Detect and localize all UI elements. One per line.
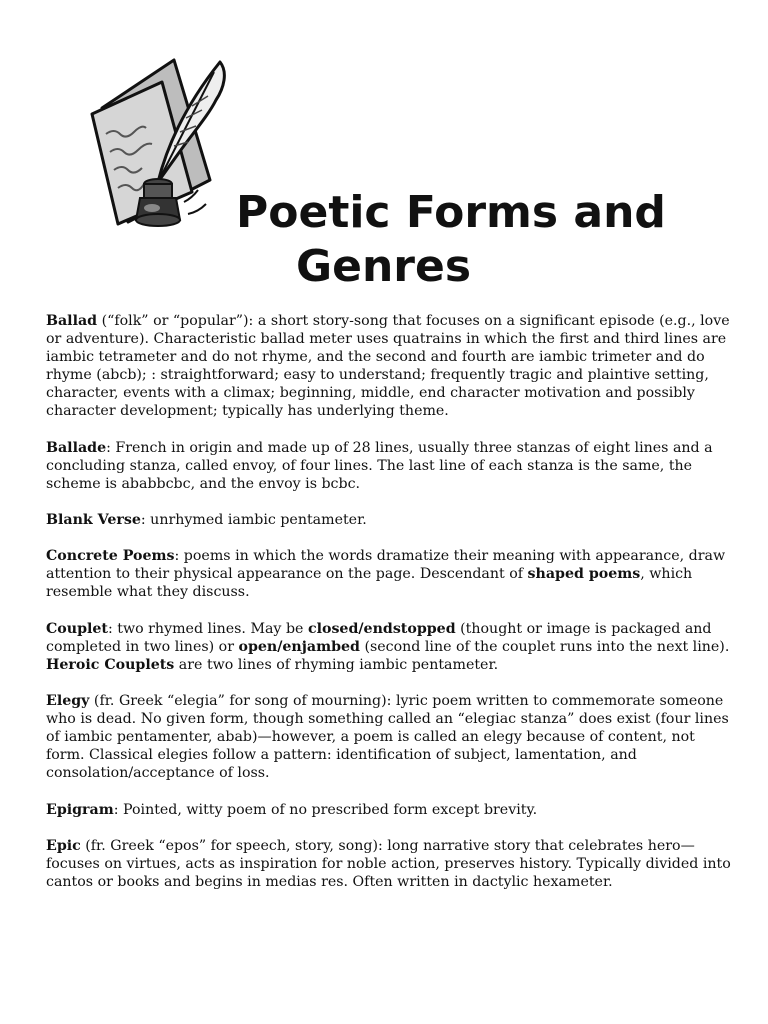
title-line-2: Genres	[296, 241, 472, 292]
term-open-enjambed: open/enjambed	[238, 638, 360, 655]
term-ballade: Ballade	[46, 439, 107, 456]
definition-couplet-3: (second line of the couplet runs into the next line).	[359, 638, 730, 655]
definitions-list	[46, 312, 736, 909]
entry-concrete-poems	[46, 547, 736, 601]
term-closed-endstopped: closed/endstopped	[307, 620, 456, 637]
definition-concrete-poems: : poems in which the words dramatize their meaning with appearance, draw attention to their physical appearance on the page. Descendant of	[46, 548, 726, 583]
term-epic: Epic	[46, 837, 81, 854]
entry-epic	[46, 837, 736, 891]
definition-blank-verse: : unrhymed iambic pentameter.	[140, 512, 367, 529]
entry-epigram	[46, 801, 736, 819]
definition-couplet-2: (thought or image is packaged and completed in two lines) or	[46, 620, 712, 655]
title-line-1: Poetic Forms and	[236, 187, 666, 238]
definition-couplet-4: are two lines of rhyming iambic pentameter.	[174, 656, 499, 673]
term-concrete-poems: Concrete Poems	[46, 548, 175, 565]
entry-ballade	[46, 439, 736, 493]
definition-elegy: (fr. Greek “elegia” for song of mourning): lyric poem written to commemorate someone who is dead. No given form, though something called an “elegiac stanza” does exist (four lines of iambic pentamenter, abab)—however, a poem is called an elegy because of content, not form. Classical elegies follow a pattern: identification of subject, lamentation, and consolation/acceptance of loss.	[46, 692, 729, 782]
term-blank-verse: Blank Verse	[46, 512, 141, 529]
definition-couplet: : two rhymed lines. May be	[107, 620, 308, 637]
entry-couplet	[46, 620, 736, 674]
term-elegy: Elegy	[46, 692, 90, 709]
term-shaped-poems: shaped poems	[527, 566, 641, 583]
definition-epic: (fr. Greek “epos” for speech, story, song): long narrative story that celebrates hero—focuses on virtues, acts as inspiration for noble action, preserves history. Typically divided into cantos or books and begins in medias res. Often written in dactylic hexameter.	[46, 837, 731, 890]
entry-blank-verse	[46, 511, 736, 529]
page-title	[236, 186, 736, 294]
definition-epigram: : Pointed, witty poem of no prescribed form except brevity.	[113, 801, 538, 818]
definition-ballade: : French in origin and made up of 28 lines, usually three stanzas of eight lines and a concluding stanza, called envoy, of four lines. The last line of each stanza is the same, the scheme is ababbcbc, and the envoy is bcbc.	[46, 439, 713, 492]
term-epigram: Epigram	[46, 801, 114, 818]
definition-concrete-poems-end: , which resemble what they discuss.	[46, 566, 693, 601]
quill-paper-inkwell-icon	[88, 42, 238, 232]
entry-elegy	[46, 692, 736, 782]
definition-ballad: (“folk” or “popular”): a short story-song that focuses on a significant episode (e.g., love or adventure). Characteristic ballad meter uses quatrains in which the first and third lines are iambic tetrameter and do not rhyme, and the second and fourth are iambic trimeter and do rhyme (abcb); : straightforward; easy to understand; frequently tragic and plaintive setting, character, events with a climax; beginning, middle, end character motivation and possibly character development; typically has underlying theme.	[46, 313, 730, 420]
term-ballad: Ballad	[46, 313, 98, 329]
entry-ballad	[46, 312, 736, 421]
term-heroic-couplets: Heroic Couplets	[46, 656, 175, 673]
term-couplet: Couplet	[46, 620, 108, 637]
